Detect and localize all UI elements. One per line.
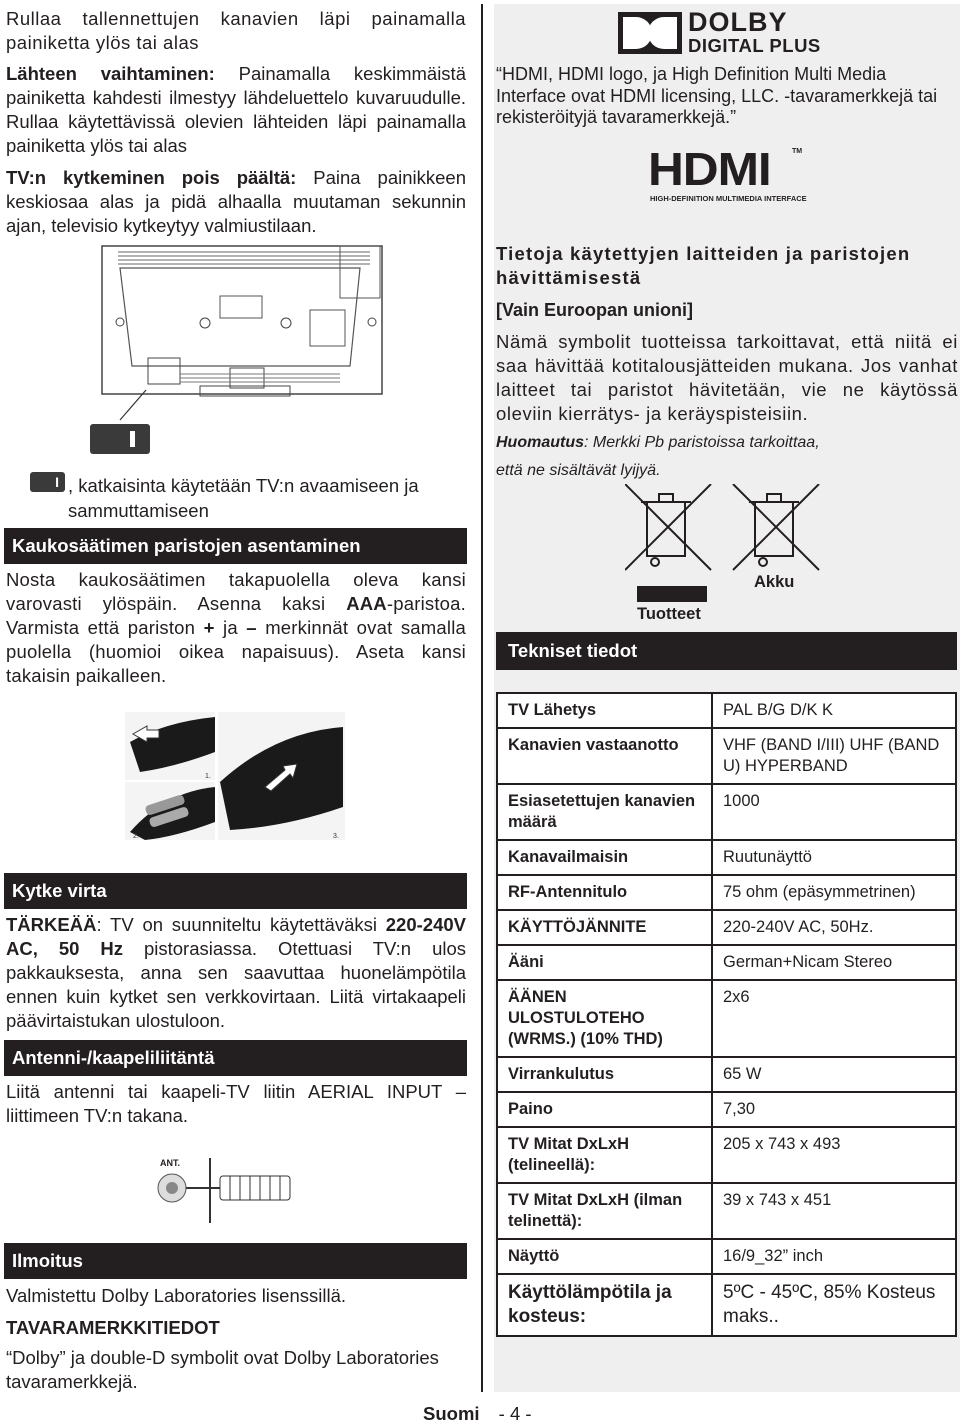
source-switch-body: Painamalla keskimmäistä painiketta kahdesti ilmestyy lähdeluettelo kuvaruudulle. Rullaa käytettävissä olevien lähteiden läpi painamalla painiketta ylös tai alas (6, 63, 466, 156)
power-switch-glyph: I (55, 474, 59, 490)
source-switch-lead: Lähteen vaihtaminen: (6, 63, 215, 84)
remote-battery-photos (125, 712, 345, 842)
table-row (497, 693, 956, 728)
spec-key: KÄYTTÖJÄNNITE (497, 910, 712, 945)
notice-section-heading: Ilmoitus (4, 1243, 467, 1279)
spec-key: Virrankulutus (497, 1057, 712, 1092)
spec-key: Käyttölämpötila ja kosteus: (497, 1274, 712, 1336)
step-label-1: 1. (205, 773, 211, 780)
disposal-text: Nämä symbolit tuotteissa tarkoittavat, että niitä ei saa hävittää kotitalousjätteiden mukana. Jos vanhat laitteet tai paristot hävitetään, vie ne käytössä oleviin kierrätys- ja keräyspisteisiin. (496, 331, 958, 424)
scroll-paragraph: Rullaa tallennettujen kanavien läpi painamalla painiketta ylös tai alas (6, 8, 466, 53)
hdmi-logo-text: HDMI (648, 143, 771, 195)
antenna-section-heading: Antenni-/kaapeliliitäntä (4, 1040, 467, 1076)
products-bar (637, 586, 707, 602)
power-off-lead: TV:n kytkeminen pois päältä: (6, 167, 297, 188)
spec-key: TV Mitat DxLxH (telineellä): (497, 1127, 712, 1183)
bin-label-products: Tuotteet (637, 605, 701, 623)
spec-value: PAL B/G D/K K (712, 693, 956, 728)
ant-label: ANT. (160, 1158, 180, 1168)
spec-value: 205 x 743 x 493 (712, 1127, 956, 1183)
step-label-3: 3. (333, 833, 339, 840)
spec-value: 5ºC - 45ºC, 85% Kosteus maks.. (712, 1274, 956, 1336)
trademark-heading: TAVARAMERKKITIEDOT (6, 1317, 220, 1338)
spec-value: Ruutunäyttö (712, 840, 956, 875)
table-row (497, 980, 956, 1057)
spec-value: VHF (BAND I/III) UHF (BAND U) HYPERBAND (712, 728, 956, 784)
crossed-bin-icon-battery (733, 484, 819, 570)
page-footer (423, 1403, 532, 1425)
power-important-lead: TÄRKEÄÄ (6, 914, 97, 935)
eu-only-label: [Vain Euroopan unioni] (496, 300, 693, 320)
battery-instructions: Nosta kaukosäätimen takapuolella oleva kansi varovasti ylöspäin. Asenna kaksi AAA-paristoa. Varmista että pariston + ja – merkinnät ovat samalla puolella (huomioi oikea napaisuus). Aseta kansi takaisin paikalleen. (6, 569, 466, 686)
specs-section-heading: Tekniset tiedot (496, 632, 957, 670)
spec-key: Kanavailmaisin (497, 840, 712, 875)
dolby-logo-text: DOLBY (688, 7, 788, 37)
weee-bin-symbols (625, 484, 825, 624)
tv-back-illustration (80, 238, 390, 458)
table-row (497, 1239, 956, 1274)
spec-key: TV Mitat DxLxH (ilman telinettä): (497, 1183, 712, 1239)
spec-key: TV Lähetys (497, 693, 712, 728)
spec-value: 1000 (712, 784, 956, 840)
spec-value: 7,30 (712, 1092, 956, 1127)
spec-key: ÄÄNEN ULOSTULOTEHO (WRMS.) (10% THD) (497, 980, 712, 1057)
spec-key: RF-Antennitulo (497, 875, 712, 910)
table-row (497, 875, 956, 910)
table-row (497, 1057, 956, 1092)
spec-key: Esiasetettujen kanavien määrä (497, 784, 712, 840)
switch-caption: , katkaisinta käytetään TV:n avaamiseen ja sammuttamiseen (68, 475, 419, 521)
hdmi-logo (648, 143, 808, 206)
table-row (497, 1092, 956, 1127)
spec-value: German+Nicam Stereo (712, 945, 956, 980)
note-lead: Huomautus (496, 434, 584, 451)
antenna-instructions: Liitä antenni tai kaapeli-TV liitin AERIAL INPUT –liittimeen TV:n takana. (6, 1081, 466, 1126)
spec-key: Paino (497, 1092, 712, 1127)
spec-key: Ääni (497, 945, 712, 980)
lead-note-line-1: Huomautus: Merkki Pb paristoissa tarkoittaa, (496, 434, 820, 451)
power-off-paragraph (6, 166, 466, 238)
trademark-text: “Dolby” ja double-D symbolit ovat Dolby Laboratories tavaramerkkejä. (6, 1347, 439, 1392)
source-switch-paragraph (6, 62, 466, 158)
spec-value: 39 x 743 x 451 (712, 1183, 956, 1239)
disposal-heading: Tietoja käytettyjen laitteiden ja paristojen hävittämisestä (496, 243, 911, 288)
table-row (497, 728, 956, 784)
spec-value: 75 ohm (epäsymmetrinen) (712, 875, 956, 910)
double-d-icon (618, 12, 682, 54)
footer-language: Suomi (423, 1403, 480, 1424)
notice-text: Valmistettu Dolby Laboratories lisenssillä. (6, 1285, 347, 1306)
table-row (497, 1183, 956, 1239)
spec-key: Kanavien vastaanotto (497, 728, 712, 784)
battery-type: AAA (346, 593, 387, 614)
table-row (497, 945, 956, 980)
hdmi-logo-subtitle: HIGH-DEFINITION MULTIMEDIA INTERFACE (650, 194, 807, 203)
page-number: - 4 - (498, 1403, 532, 1424)
power-section-heading: Kytke virta (4, 873, 467, 909)
power-off-body: Paina painikkeen keskiosaa alas ja pidä alhaalla muutaman sekunnin ajan, televisio kytkeytyy valmiustilaan. (6, 167, 466, 236)
antenna-connector-illustration (150, 1148, 310, 1228)
lead-note-line-2: että ne sisältävät lyijyä. (496, 462, 661, 479)
hdmi-trademark-notice: “HDMI, HDMI logo, ja High Definition Multi Media Interface ovat HDMI licensing, LLC. -tavaramerkkejä tai rekisteröityjä tavaramerkkejä.” (496, 64, 938, 127)
step-label-2: 2. (133, 833, 139, 840)
spec-value: 16/9_32” inch (712, 1239, 956, 1274)
power-instructions: TÄRKEÄÄ: TV on suunniteltu käytettäväksi 220-240V AC, 50 Hz pistorasiassa. Otettuasi TV:n ulos pakkauksesta, anna sen saavuttaa huonelämpötila ennen kuin kytket sen verkkovirtaan. Liitä virtakaapeli päävirtaistukan ulostuloon. (6, 914, 467, 1031)
column-divider (481, 4, 483, 1392)
bin-label-battery: Akku (754, 573, 795, 591)
battery-section-heading: Kaukosäätimen paristojen asentaminen (4, 528, 467, 564)
table-row (497, 784, 956, 840)
specs-table (496, 692, 957, 1337)
hdmi-tm: TM (792, 148, 803, 155)
dolby-logo-subtext: DIGITAL PLUS (688, 35, 821, 56)
table-row (497, 910, 956, 945)
table-row (497, 1274, 956, 1336)
table-row (497, 840, 956, 875)
power-switch-icon (30, 472, 65, 492)
spec-value: 2x6 (712, 980, 956, 1057)
table-row (497, 1127, 956, 1183)
spec-key: Näyttö (497, 1239, 712, 1274)
spec-value: 220-240V AC, 50Hz. (712, 910, 956, 945)
spec-value: 65 W (712, 1057, 956, 1092)
crossed-bin-icon-products (625, 484, 711, 570)
dolby-logo (618, 7, 840, 58)
